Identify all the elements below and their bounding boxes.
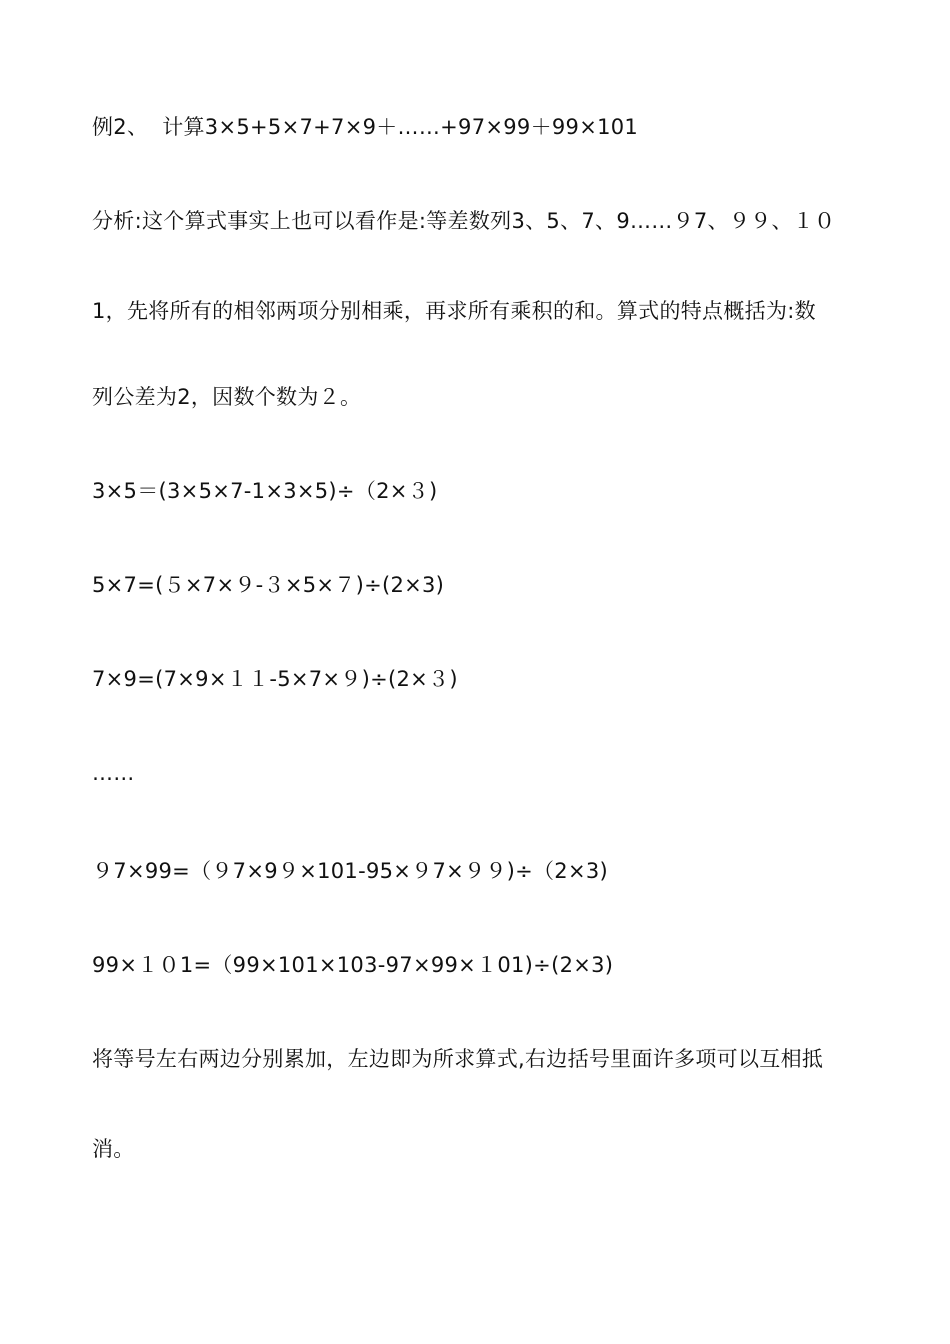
analysis-line-3: 列公差为2，因数个数为２。 — [92, 385, 362, 409]
equation-97x99: ９7×99=（９7×9９×101-95×９7×９９)÷（2×3) — [92, 859, 609, 883]
equation-3x5: 3×5＝(3×5×7-1×3×5)÷（2×３) — [92, 479, 438, 503]
equation-7x9: 7×9=(7×9×１１-5×7×９)÷(2×３) — [92, 667, 458, 691]
analysis-line-2: 1，先将所有的相邻两项分别相乘，再求所有乘积的和。算式的特点概括为:数 — [92, 299, 816, 323]
equation-5x7: 5×7=(５×7×９-３×5×７)÷(2×3) — [92, 573, 445, 597]
analysis-line-1: 分析:这个算式事实上也可以看作是:等差数列3、5、7、9……９7、９９、１０ — [92, 209, 836, 233]
conclusion-line-1: 将等号左右两边分别累加，左边即为所求算式,右边括号里面许多项可以互相抵 — [92, 1047, 824, 1071]
example-heading: 例2、 计算3×5+5×7+7×9＋……+97×99＋99×101 — [92, 115, 639, 139]
ellipsis: …… — [92, 761, 135, 785]
conclusion-line-2: 消。 — [92, 1137, 135, 1161]
equation-99x101: 99×１０1=（99×101×103-97×99×１01)÷(2×3) — [92, 953, 614, 977]
